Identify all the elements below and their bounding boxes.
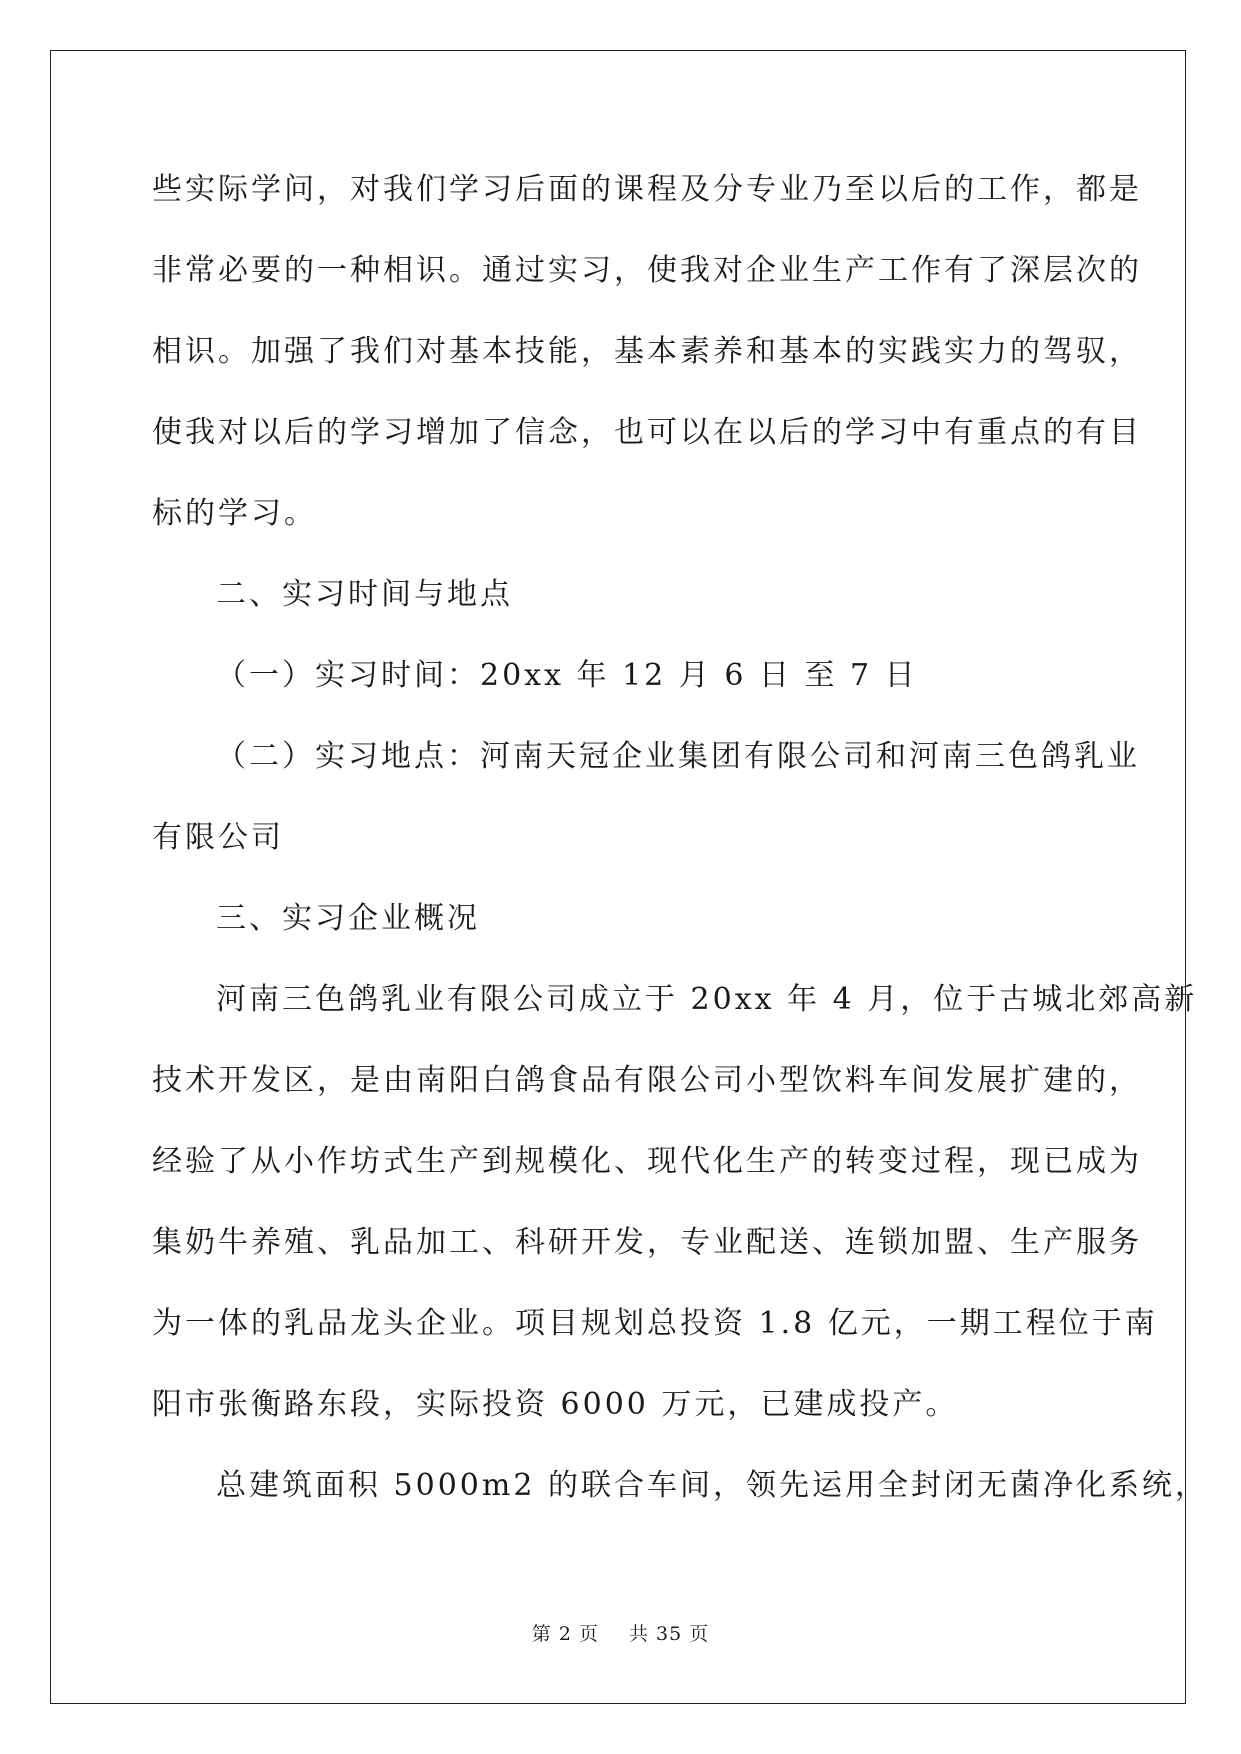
overview-line-7: 总建筑面积 5000m2 的联合车间，领先运用全封闭无菌净化系统， — [216, 1468, 1208, 1503]
page-footer — [0, 1622, 1241, 1646]
total-pages: 共 35 页 — [628, 1623, 710, 1645]
overview-line-2: 技术开发区，是由南阳白鸽食品有限公司小型饮料车间发展扩建的， — [152, 1063, 1142, 1098]
body-line-1: 些实际学问，对我们学习后面的课程及分专业乃至以后的工作，都是 — [152, 172, 1142, 207]
overview-line-5: 为一体的乳品龙头企业。项目规划总投资 1.8 亿元，一期工程位于南 — [152, 1306, 1158, 1341]
overview-line-1: 河南三色鸽乳业有限公司成立于 20xx 年 4 月，位于古城北郊高新 — [216, 982, 1198, 1017]
body-line-4: 使我对以后的学习增加了信念，也可以在以后的学习中有重点的有目 — [152, 415, 1142, 450]
page-number: 第 2 页 — [531, 1623, 599, 1645]
section-heading-2: 二、实习时间与地点 — [216, 577, 513, 612]
body-line-5: 标的学习。 — [152, 496, 317, 531]
internship-place-cont: 有限公司 — [152, 820, 284, 855]
body-line-2: 非常必要的一种相识。通过实习，使我对企业生产工作有了深层次的 — [152, 253, 1142, 288]
section-heading-3: 三、实习企业概况 — [216, 901, 480, 936]
page-border — [50, 50, 1186, 1704]
internship-time: （一）实习时间：20xx 年 12 月 6 日 至 7 日 — [216, 658, 918, 693]
overview-line-4: 集奶牛养殖、乳品加工、科研开发，专业配送、连锁加盟、生产服务 — [152, 1225, 1142, 1260]
overview-line-6: 阳市张衡路东段，实际投资 6000 万元，已建成投产。 — [152, 1387, 959, 1422]
internship-place: （二）实习地点：河南天冠企业集团有限公司和河南三色鸽乳业 — [216, 739, 1140, 774]
overview-line-3: 经验了从小作坊式生产到规模化、现代化生产的转变过程，现已成为 — [152, 1144, 1142, 1179]
body-line-3: 相识。加强了我们对基本技能，基本素养和基本的实践实力的驾驭， — [152, 334, 1142, 369]
